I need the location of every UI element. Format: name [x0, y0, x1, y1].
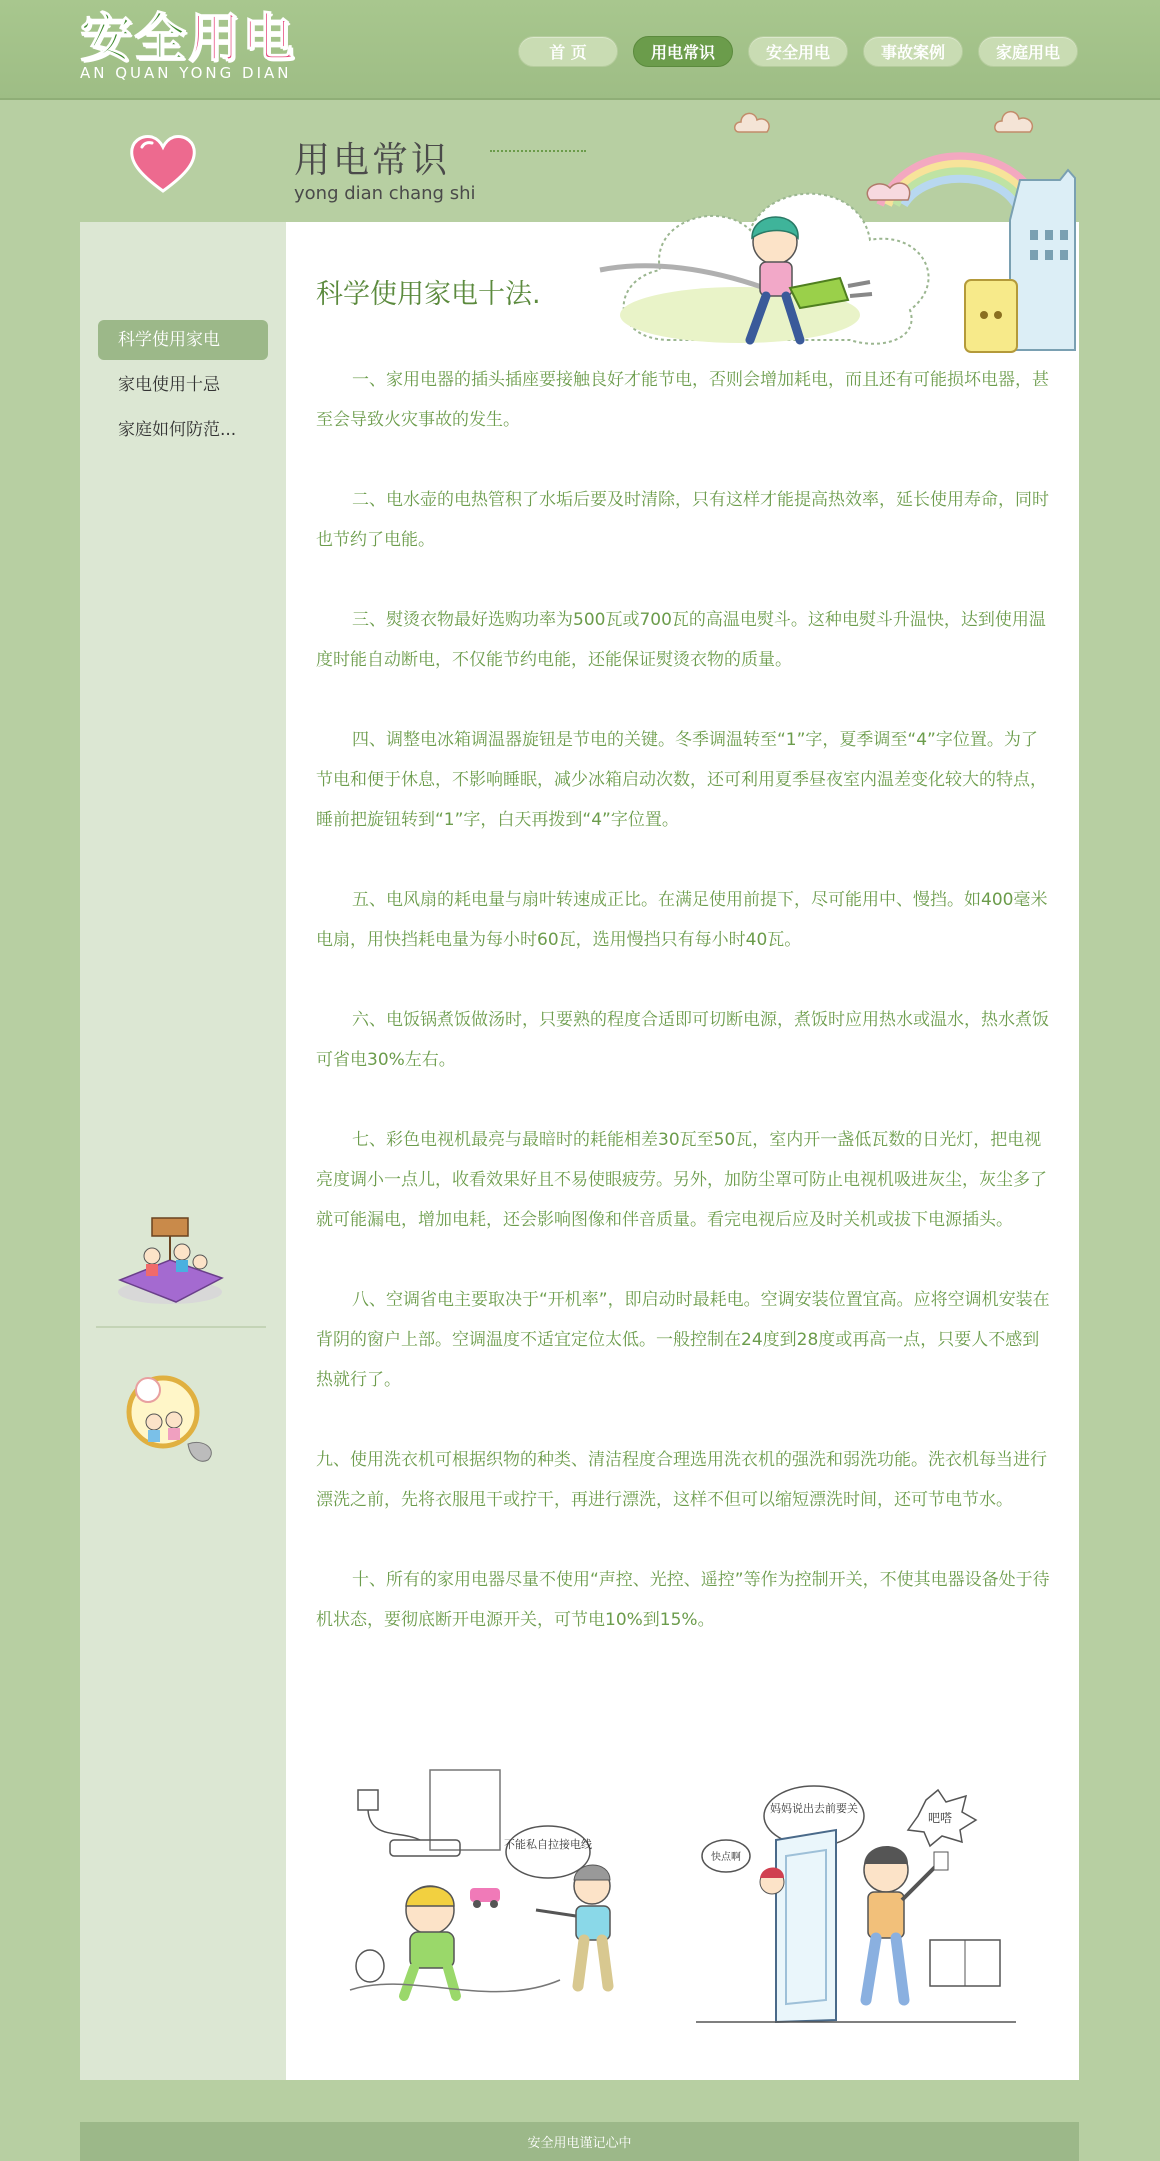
nav-home[interactable]: 首 页 [518, 36, 618, 67]
section-title: 用电常识 [294, 140, 451, 181]
nav-electricity-knowledge[interactable]: 用电常识 [633, 36, 733, 67]
article-paragraph: 十、所有的家用电器尽量不使用“声控、光控、遥控”等作为控制开关，不使其电器设备处于待机状态，要彻底断开电源开关，可节电10%到15%。 [316, 1570, 1050, 1630]
article-paragraph: 九、使用洗衣机可根据织物的种类、清洁程度合理选用洗衣机的强洗和弱洗功能。洗衣机每当进行漂洗之前，先将衣服甩干或拧干，再进行漂洗，这样不但可以缩短漂洗时间，还可节电节水。 [316, 1450, 1047, 1510]
article-paragraph: 四、调整电冰箱调温器旋钮是节电的关键。冬季调温转至“1”字，夏季调至“4”字位置。为了节电和便于休息，不影响睡眠，减少冰箱启动次数，还可利用夏季昼夜室内温差变化较大的特点，睡前把旋钮转到“1”字，白天再拨到“4”字位置。 [316, 730, 1047, 830]
speech-bubble-text: 不能私自拉接电线 [504, 1838, 592, 1851]
speech-bubble-text: 快点啊 [711, 1852, 741, 1863]
banner-illustration [590, 110, 1080, 360]
sidebar-item-ten-taboos[interactable]: 家电使用十忌 [118, 375, 220, 395]
nav-home-electricity[interactable]: 家庭用电 [978, 36, 1078, 67]
heart-icon [128, 133, 198, 195]
article-body [316, 360, 1052, 1680]
article-paragraph: 二、电水壶的电热管积了水垢后要及时清除，只有这样才能提高热效率，延长使用寿命，同时也节约了电能。 [316, 490, 1049, 550]
logo-subtitle: AN QUAN YONG DIAN [80, 64, 292, 82]
nav-electrical-safety[interactable]: 安全用电 [748, 36, 848, 67]
article-paragraph: 六、电饭锅煮饭做汤时，只要熟的程度合适即可切断电源，煮饭时应用热水或温水，热水煮饭可省电30%左右。 [316, 1010, 1049, 1070]
sidebar-panel [80, 222, 286, 2080]
clock-kids-illustration [108, 1360, 228, 1470]
article-paragraph: 五、电风扇的耗电量与扇叶转速成正比。在满足使用前提下，尽可能用中、慢挡。如400毫米电扇，用快挡耗电量为每小时60瓦，选用慢挡只有每小时40瓦。 [316, 890, 1048, 950]
unsafe-wiring-illustration [330, 1760, 660, 2020]
kids-reading-illustration [110, 1210, 230, 1310]
speech-bubble-text: 妈妈说出去前要关 [770, 1802, 858, 1815]
sidebar-divider [96, 1326, 266, 1328]
site-logo[interactable] [80, 10, 300, 94]
speech-bubble-text: 吧嗒 [927, 1811, 953, 1825]
nav-accident-cases[interactable]: 事故案例 [863, 36, 963, 67]
article-paragraph: 一、家用电器的插头插座要接触良好才能节电，否则会增加耗电，而且还有可能损坏电器，甚至会导致火灾事故的发生。 [316, 370, 1049, 430]
article-title: 科学使用家电十法. [316, 279, 541, 310]
section-subtitle: yong dian chang shi [294, 183, 476, 204]
title-dots-decoration [490, 150, 586, 152]
main-nav [518, 36, 1078, 67]
article-paragraph: 七、彩色电视机最亮与最暗时的耗能相差30瓦至50瓦，室内开一盏低瓦数的日光灯，把电视亮度调小一点儿，收看效果好且不易使眼疲劳。另外，加防尘罩可防止电视机吸进灰尘，灰尘多了就可能漏电，增加电耗，还会影响图像和伴音质量。看完电视后应及时关机或拔下电源插头。 [316, 1130, 1047, 1230]
sidebar-item-scientific-use[interactable]: 科学使用家电 [98, 320, 268, 360]
logo-text: 安全用电 [80, 9, 297, 69]
switch-off-power-illustration [676, 1760, 1036, 2040]
sidebar-menu [98, 320, 268, 455]
article-paragraph: 三、熨烫衣物最好选购功率为500瓦或700瓦的高温电熨斗。这种电熨斗升温快，达到使用温度时能自动断电，不仅能节约电能，还能保证熨烫衣物的质量。 [316, 610, 1046, 670]
footer [80, 2122, 1079, 2161]
article-paragraph: 八、空调省电主要取决于“开机率”，即启动时最耗电。空调安装位置宜高。应将空调机安装在背阴的窗户上部。空调温度不适宜定位太低。一般控制在24度到28度或再高一点，只要人不感到热就行了。 [316, 1290, 1050, 1390]
sidebar-item-home-prevention[interactable]: 家庭如何防范... [118, 420, 237, 440]
footer-text: 安全用电谨记心中 [527, 2136, 632, 2151]
